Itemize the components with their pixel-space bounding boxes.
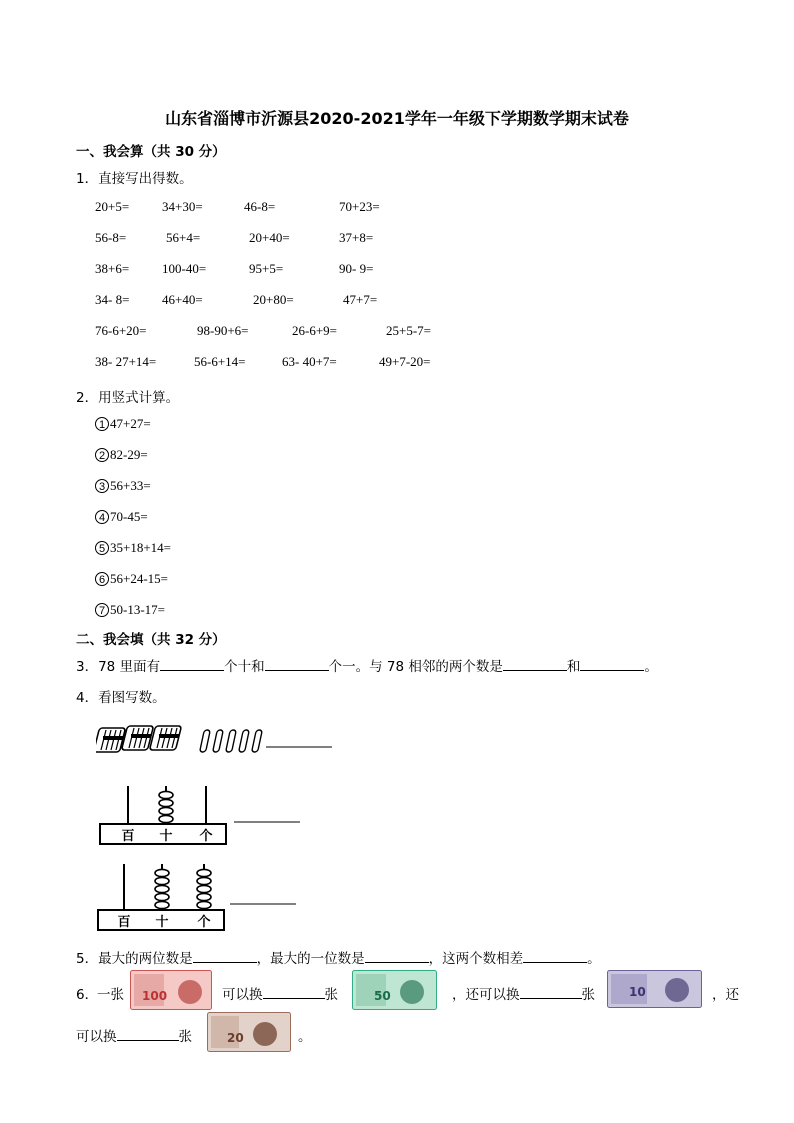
abacus-bead xyxy=(155,885,169,892)
abacus-beads xyxy=(155,869,211,908)
svg-text:100: 100 xyxy=(142,989,168,1003)
circled-number: 4 xyxy=(95,510,109,524)
calc-item xyxy=(95,478,151,494)
answer-blank[interactable] xyxy=(580,656,644,671)
arithmetic-item: 25+5-7= xyxy=(386,323,431,338)
arithmetic-item: 20+40= xyxy=(249,230,290,245)
calc-expression: 50-13-17= xyxy=(110,602,165,617)
counting-sticks-figure xyxy=(96,722,336,758)
question-number: 1． xyxy=(76,171,99,187)
arithmetic-item: 100-40= xyxy=(162,261,207,276)
svg-text:10: 10 xyxy=(629,985,646,999)
arithmetic-item: 47+7= xyxy=(343,292,378,307)
stick-bundle xyxy=(150,726,182,750)
arithmetic-item: 20+5= xyxy=(95,199,130,214)
calc-item xyxy=(95,416,151,432)
banknote-100 xyxy=(130,970,212,1014)
arithmetic-item: 63- 40+7= xyxy=(282,354,337,369)
abacus-bead xyxy=(197,901,211,908)
answer-blank[interactable] xyxy=(160,656,224,671)
banknote-10 xyxy=(607,970,702,1012)
question-number: 5． xyxy=(76,951,99,967)
calc-item xyxy=(95,571,168,587)
question-text: 看图写数。 xyxy=(98,690,166,706)
calc-item xyxy=(95,602,165,618)
answer-blank[interactable] xyxy=(520,984,582,999)
banknote-50 xyxy=(352,970,437,1014)
section-heading-1: 一、我会算（共 30 分） xyxy=(76,144,226,160)
calc-item xyxy=(95,540,171,556)
calc-expression: 47+27= xyxy=(110,416,151,431)
abacus-figure-1 xyxy=(96,782,306,848)
circled-number: 6 xyxy=(95,572,109,586)
question-2 xyxy=(76,386,179,406)
abacus-bead xyxy=(197,885,211,892)
circled-number: 3 xyxy=(95,479,109,493)
calc-expression: 82-29= xyxy=(110,447,148,462)
single-stick xyxy=(226,730,237,752)
stick-bundle xyxy=(122,726,154,750)
arithmetic-item: 76-6+20= xyxy=(95,323,147,338)
answer-blank[interactable] xyxy=(193,948,257,963)
abacus-bead xyxy=(197,893,211,900)
answer-blank[interactable] xyxy=(365,948,429,963)
abacus-bead xyxy=(159,799,173,806)
arithmetic-item: 20+80= xyxy=(253,292,294,307)
calc-item xyxy=(95,509,148,525)
arithmetic-item: 49+7-20= xyxy=(379,354,431,369)
circled-number: 2 xyxy=(95,448,109,462)
calc-expression: 56+33= xyxy=(110,478,151,493)
answer-blank[interactable] xyxy=(503,656,567,671)
arithmetic-item: 70+23= xyxy=(339,199,380,214)
arithmetic-item: 34+30= xyxy=(162,199,203,214)
question-number: 4． xyxy=(76,690,99,706)
circled-number: 5 xyxy=(95,541,109,555)
arithmetic-item: 34- 8= xyxy=(95,292,130,307)
question-3: 3．78 里面有 个十和 个一。与 78 相邻的两个数是 和 。 xyxy=(76,655,658,675)
banknote-20 xyxy=(207,1012,291,1056)
abacus-bead xyxy=(159,815,173,822)
answer-blank[interactable] xyxy=(263,984,325,999)
abacus-label-tens: 十 xyxy=(159,829,173,844)
single-stick xyxy=(239,730,250,752)
abacus-bead xyxy=(159,791,173,798)
abacus-bead xyxy=(155,901,169,908)
calc-expression: 70-45= xyxy=(110,509,148,524)
circled-number: 1 xyxy=(95,417,109,431)
svg-text:20: 20 xyxy=(227,1031,244,1045)
arithmetic-item: 26-6+9= xyxy=(292,323,337,338)
arithmetic-item: 46+40= xyxy=(162,292,203,307)
section-heading-2: 二、我会填（共 32 分） xyxy=(76,632,226,648)
arithmetic-item: 56-6+14= xyxy=(194,354,246,369)
answer-blank[interactable] xyxy=(523,948,587,963)
question-5: 5．最大的两位数是 ，最大的一位数是 ，这两个数相差 。 xyxy=(76,947,601,967)
arithmetic-item: 98-90+6= xyxy=(197,323,249,338)
question-1 xyxy=(76,167,193,187)
calc-expression: 35+18+14= xyxy=(110,540,171,555)
question-6-number: 6． xyxy=(76,987,99,1003)
question-number: 2． xyxy=(76,390,99,406)
arithmetic-item: 38- 27+14= xyxy=(95,354,157,369)
page-title: 山东省淄博市沂源县2020-2021学年一年级下学期数学期末试卷 xyxy=(165,109,629,128)
arithmetic-item: 56-8= xyxy=(95,230,127,245)
circled-number: 7 xyxy=(95,603,109,617)
question-number: 3． xyxy=(76,659,99,675)
single-stick xyxy=(213,730,224,752)
abacus-bead xyxy=(155,877,169,884)
calc-item xyxy=(95,447,148,463)
arithmetic-item: 90- 9= xyxy=(339,261,374,276)
abacus-bead xyxy=(155,893,169,900)
single-stick xyxy=(252,730,263,752)
svg-text:50: 50 xyxy=(374,989,391,1003)
stick-bundle xyxy=(96,728,126,752)
abacus-bead xyxy=(155,869,169,876)
arithmetic-item: 95+5= xyxy=(249,261,284,276)
arithmetic-item: 46-8= xyxy=(244,199,276,214)
abacus-bead xyxy=(159,807,173,814)
abacus-label-tens: 十 xyxy=(155,915,169,930)
answer-blank[interactable] xyxy=(265,656,329,671)
abacus-label-ones: 个 xyxy=(199,829,213,844)
arithmetic-item: 37+8= xyxy=(339,230,374,245)
question-text: 用竖式计算。 xyxy=(98,390,180,406)
arithmetic-item: 56+4= xyxy=(166,230,201,245)
single-stick xyxy=(200,730,211,752)
question-4 xyxy=(76,686,166,706)
answer-blank[interactable] xyxy=(117,1026,179,1041)
abacus-figure-2 xyxy=(96,860,306,932)
abacus-bead xyxy=(197,877,211,884)
calc-expression: 56+24-15= xyxy=(110,571,168,586)
abacus-label-ones: 个 xyxy=(197,915,211,930)
abacus-beads xyxy=(159,791,173,822)
abacus-label-hundreds: 百 xyxy=(117,915,131,930)
question-text: 直接写出得数。 xyxy=(98,171,193,187)
arithmetic-item: 38+6= xyxy=(95,261,130,276)
abacus-label-hundreds: 百 xyxy=(121,829,135,844)
abacus-bead xyxy=(197,869,211,876)
